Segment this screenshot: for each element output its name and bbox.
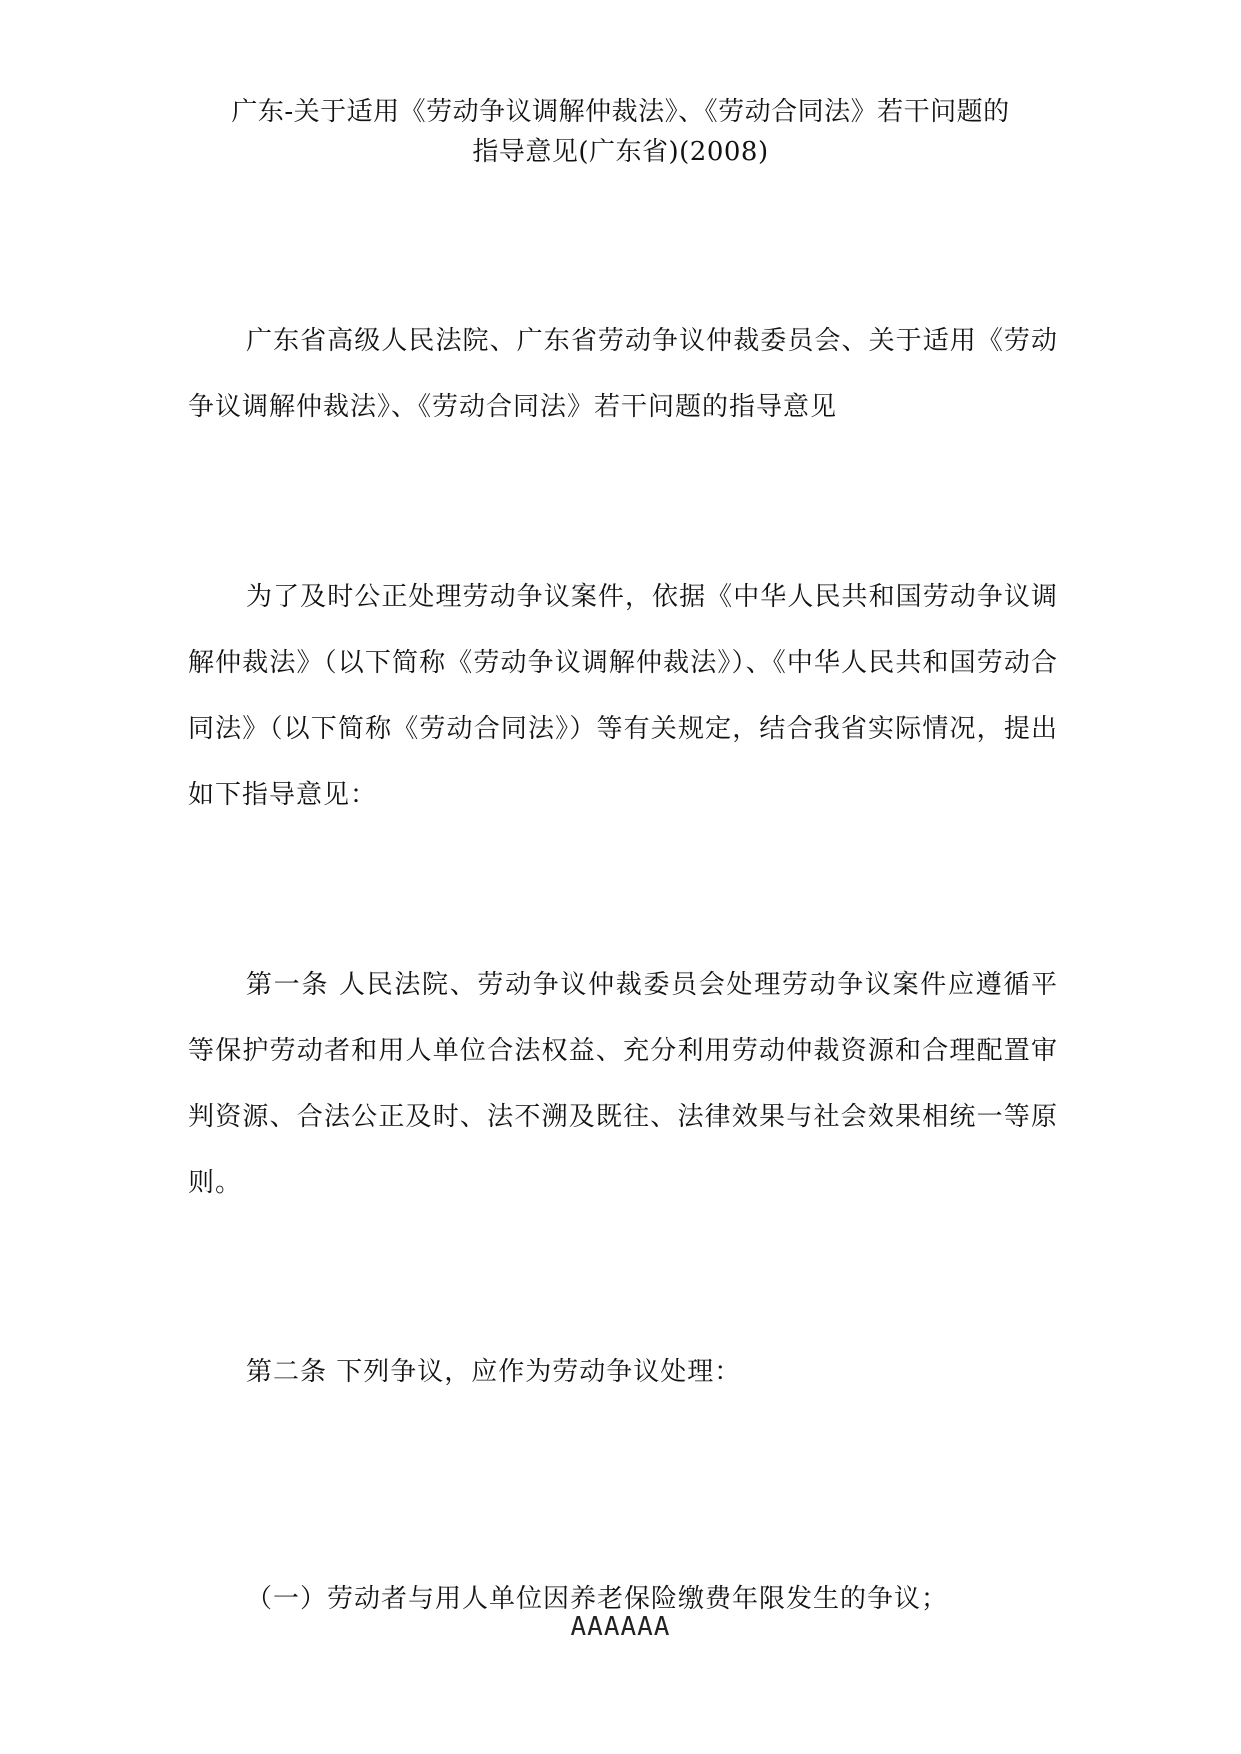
- title-line-2: 指导意见(广东省)(2008): [472, 137, 769, 167]
- intro-paragraph: 广东省高级人民法院、广东省劳动争议仲裁委员会、关于适用《劳动争议调解仲裁法》、《劳动合同法》若干问题的指导意见: [188, 326, 1058, 422]
- purpose-paragraph: 为了及时公正处理劳动争议案件，依据《中华人民共和国劳动争议调解仲裁法》（以下简称《劳动争议调解仲裁法》）、《中华人民共和国劳动合同法》（以下简称《劳动合同法》）等有关规定，结合我省实际情况，提出如下指导意见：: [188, 582, 1058, 810]
- page-footer: AAAAAA: [570, 1612, 671, 1642]
- title-line-1: 广东-关于适用《劳动争议调解仲裁法》、《劳动合同法》若干问题的: [231, 97, 1010, 127]
- article-2-paragraph: 第二条 下列争议，应作为劳动争议处理：: [246, 1357, 742, 1387]
- document-title: [150, 92, 1091, 172]
- article-2-item-1: （一）劳动者与用人单位因养老保险缴费年限发生的争议；: [246, 1584, 949, 1614]
- article-1-paragraph: 第一条 人民法院、劳动争议仲裁委员会处理劳动争议案件应遵循平等保护劳动者和用人单位合法权益、充分利用劳动仲裁资源和合理配置审判资源、合法公正及时、法不溯及既往、法律效果与社会效果相统一等原则。: [188, 970, 1058, 1198]
